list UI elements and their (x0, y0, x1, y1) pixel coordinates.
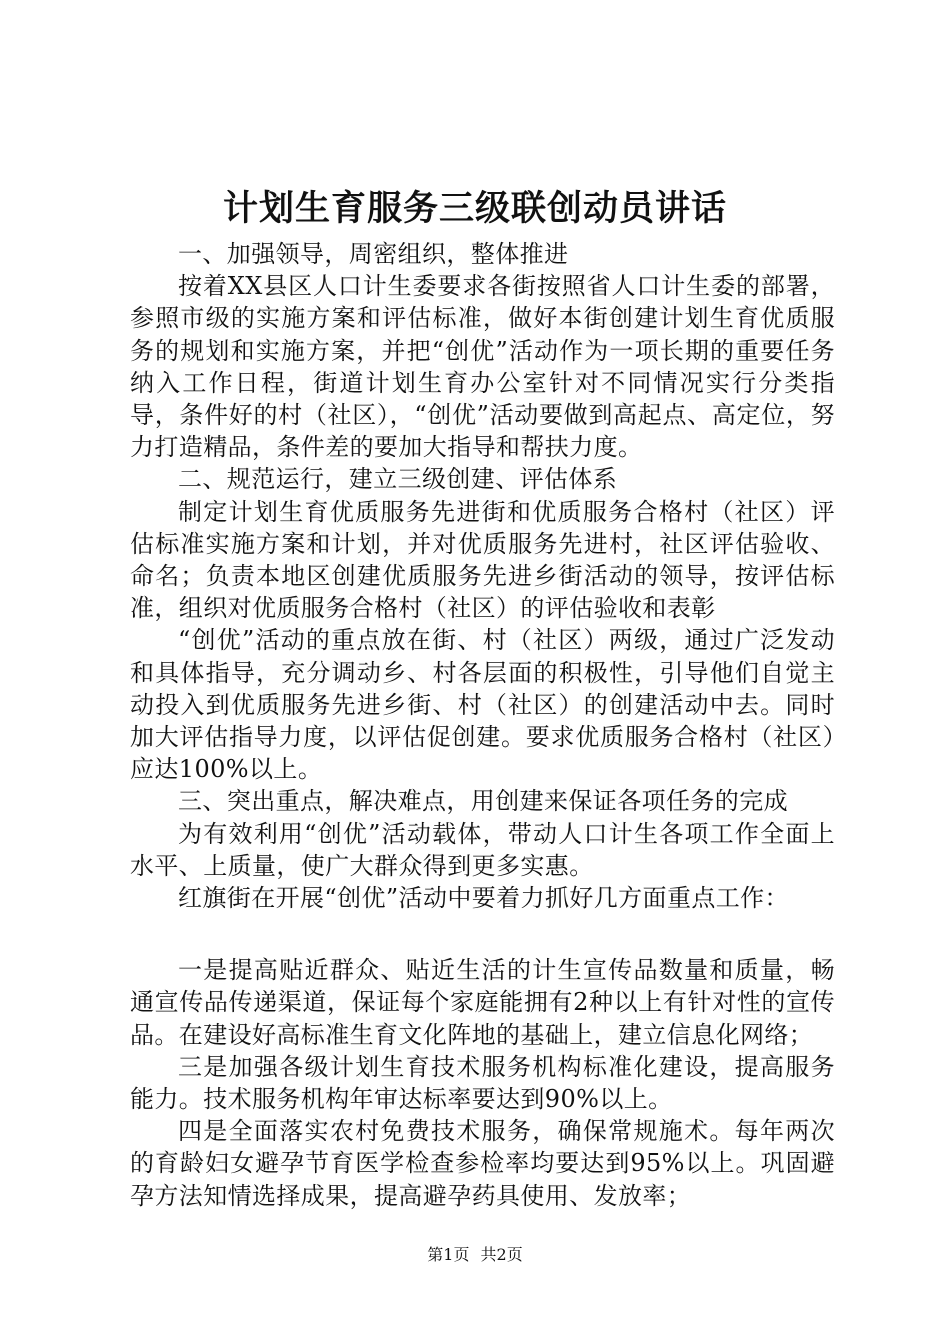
section-heading-1: 一、加强领导，周密组织，整体推进 (178, 240, 569, 268)
body-paragraph: 按着XX县区人口计生委要求各街按照省人口计生委的部署，参照市级的实施方案和评估标准，做好本街创建计划生育优质服务的规划和实施方案，并把“创优”活动作为一项长期的重要任务纳入工作日程，街道计划生育办公室针对不同情况实行分类指导，条件好的村（社区），“创优”活动要做到高起点、高定位，努力打造精品，条件差的要加大指导和帮扶力度。 (130, 272, 835, 462)
body-paragraph: 制定计划生育优质服务先进街和优质服务合格村（社区）评估标准实施方案和计划，并对优质服务先进村，社区评估验收、命名；负责本地区创建优质服务先进乡街活动的领导，按评估标准，组织对优质服务合格村（社区）的评估验收和表彰 (130, 497, 835, 623)
body-paragraph: “创优”活动的重点放在街、村（社区）两级，通过广泛发动和具体指导，充分调动乡、村各层面的积极性，引导他们自觉主动投入到优质服务先进乡街、村（社区）的创建活动中去。同时加大评估指导力度，以评估促创建。要求优质服务合格村（社区）应达100%以上。 (130, 626, 835, 784)
body-paragraph: 四是全面落实农村免费技术服务，确保常规施术。每年两次的育龄妇女避孕节育医学检查参检率均要达到95%以上。巩固避孕方法知情选择成果，提高避孕药具使用、发放率； (130, 1117, 835, 1210)
page-number: 第1页 (427, 1245, 470, 1264)
body-paragraph: 三是加强各级计划生育技术服务机构标准化建设，提高服务能力。技术服务机构年审达标率要达到90%以上。 (130, 1052, 835, 1114)
page-total: 共2页 (480, 1245, 523, 1264)
section-heading-3: 三、突出重点，解决难点，用创建来保证各项任务的完成 (178, 787, 788, 816)
body-paragraph: 红旗街在开展“创优”活动中要着力抓好几方面重点工作： (178, 884, 789, 913)
body-paragraph: 一是提高贴近群众、贴近生活的计生宣传品数量和质量，畅通宣传品传递渠道，保证每个家庭能拥有2种以上有针对性的宣传品。在建设好高标准生育文化阵地的基础上，建立信息化网络； (130, 956, 835, 1049)
section-heading-2: 二、规范运行，建立三级创建、评估体系 (178, 465, 618, 494)
paragraph-gap (130, 914, 835, 954)
body-paragraph: 为有效利用“创优”活动载体，带动人口计生各项工作全面上水平、上质量，使广大群众得到更多实惠。 (130, 819, 835, 880)
document-body (130, 238, 835, 1212)
document-title: 计划生育服务三级联创动员讲话 (222, 188, 727, 229)
page-footer (0, 1244, 950, 1266)
